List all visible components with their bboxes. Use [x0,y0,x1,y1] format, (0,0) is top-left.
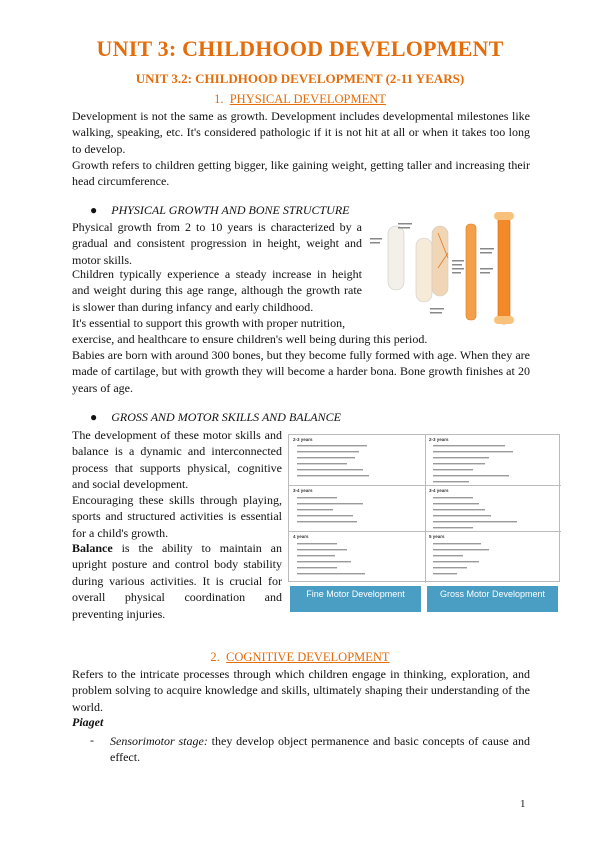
section-heading-cognitive [0,650,600,665]
cartilage-bone-1 [388,226,404,290]
page-number: 1 [520,798,526,810]
mature-bone [498,216,510,324]
section-heading-physical [0,92,600,107]
unit-subtitle: UNIT 3.2: CHILDHOOD DEVELOPMENT (2-11 YEARS) [135,71,465,86]
intro-paragraph-2: Growth refers to children getting bigger, like gaining weight, getting taller and increasing their head circumference. [72,158,530,189]
section-title: COGNITIVE DEVELOPMENT [226,650,390,664]
growth-paragraph-3b: exercise, and healthcare to ensure children's well being during this period. [72,332,428,346]
gross-motor-development-label: Gross Motor Development [427,586,558,612]
bone-growth-figure [368,208,530,328]
milestone-grid [288,434,560,582]
chart-cell-fine-2: 3-4 years [293,488,313,493]
intro-paragraph-1: Development is not the same as growth. Development includes developmental milestones like walking, speaking, etc. It's considered pathologic if it is not hit at all or when it takes too long to develop. [72,109,530,156]
balance-term: Balance [72,541,113,555]
sensorimotor-term: Sensorimotor stage: [110,734,208,748]
motor-paragraph-2: Encouraging these skills through playing, sports and structured activities is essential for a child's growth. [72,493,282,540]
bullet-motor-skills: ● GROSS AND MOTOR SKILLS AND BALANCE [90,410,341,424]
section-number: 2. [210,650,220,664]
ossifying-bone [432,226,448,296]
bullet-label: PHYSICAL GROWTH AND BONE STRUCTURE [111,203,350,217]
bones-paragraph: Babies are born with around 300 bones, but they become fully formed with age. When they are made of cartilage, but with growth they will become a harder bona. Bone growth finishes at 20 years of age. [72,348,530,395]
unit-title: UNIT 3: CHILDHOOD DEVELOPMENT [96,36,504,61]
chart-cell-gross-1: 2-3 years [429,437,449,442]
chart-cell-fine-3: 4 years [293,534,309,539]
sensorimotor-item [110,733,530,766]
section-number: 1. [214,92,224,106]
balance-paragraph [72,540,282,622]
growth-paragraph-3a: It's essential to support this growth with proper nutrition, [72,316,346,330]
cognitive-paragraph: Refers to the intricate processes through which children engage in thinking, exploration, and problem solving to acquire knowledge and skills, ultimately shaping their understanding of the world. [72,667,530,714]
fine-motor-development-label: Fine Motor Development [290,586,421,612]
growth-paragraph-1: Physical growth from 2 to 10 years is characterized by a gradual and consistent progression in height, weight and motor skills. [72,220,362,267]
section-title: PHYSICAL DEVELOPMENT [229,92,386,106]
growing-bone [466,224,476,320]
bullet-physical-growth: ● PHYSICAL GROWTH AND BONE STRUCTURE [90,203,350,217]
cartilage-bone-2 [416,238,432,302]
sensorimotor-text: they develop object permanence and basic concepts of cause and effect. [110,734,530,765]
chart-text-lines [289,435,561,583]
motor-paragraph-1: The development of these motor skills and balance is a dynamic and interconnected process that supports physical, cognitive and social development. [72,428,282,492]
bullet-label: GROSS AND MOTOR SKILLS AND BALANCE [111,410,341,424]
chart-cell-fine-1: 2-3 years [293,437,313,442]
dash-marker: - [90,733,94,747]
chart-cell-gross-2: 3-4 years [429,488,449,493]
motor-development-chart [288,434,560,612]
balance-text: is the ability to maintain an upright posture and control body stability during various activities. It is crucial for overall physical coordination and preventing injuries. [72,541,282,621]
piaget-label: Piaget [72,715,104,729]
chart-cell-gross-3: 5 years [429,534,445,539]
growth-paragraph-2: Children typically experience a steady increase in height and weight during this age range, although the growth rate is slower than during infancy and early childhood. [72,267,362,314]
